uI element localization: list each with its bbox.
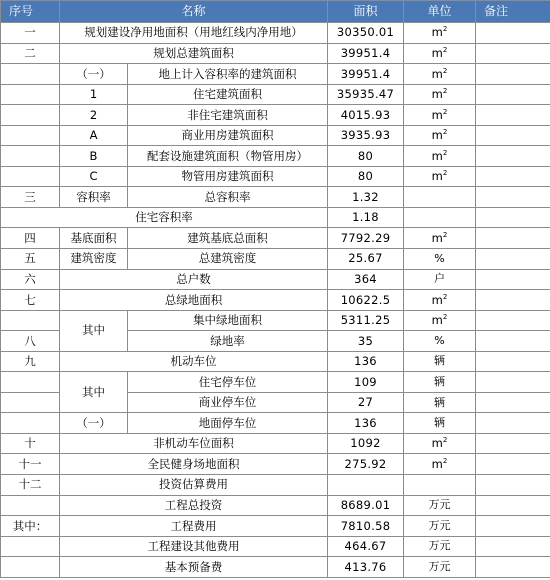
- row-index: 八: [1, 331, 60, 352]
- row-value: 30350.01: [328, 23, 404, 44]
- row-unit: $m^2$: [404, 290, 476, 311]
- row-index: 九: [1, 351, 60, 372]
- row-remark: [476, 372, 550, 393]
- row-name: 商业用房建筑面积: [128, 125, 328, 146]
- row-unit: $m^2$: [404, 310, 476, 331]
- table-row: [1, 413, 550, 434]
- table-row: [1, 557, 550, 578]
- table-row: [1, 23, 550, 44]
- row-unit: %: [404, 249, 476, 270]
- row-value: 413.76: [328, 557, 404, 578]
- row-index: 四: [1, 228, 60, 249]
- table-row: [1, 351, 550, 372]
- row-index: 一: [1, 23, 60, 44]
- row-value: 7810.58: [328, 516, 404, 537]
- row-unit: 万元: [404, 516, 476, 537]
- row-subindex: 1: [60, 84, 128, 105]
- row-remark: [476, 392, 550, 413]
- row-unit: $m^2$: [404, 125, 476, 146]
- header-name: 名称: [60, 1, 328, 23]
- row-unit: $m^2$: [404, 454, 476, 475]
- table-row: [1, 146, 550, 167]
- row-remark: [476, 475, 550, 496]
- row-remark: [476, 557, 550, 578]
- row-name: 住宅建筑面积: [128, 84, 328, 105]
- row-index: [1, 557, 60, 578]
- row-name: 工程总投资: [60, 495, 328, 516]
- table-row: [1, 454, 550, 475]
- row-subindex: 2: [60, 105, 128, 126]
- row-index: 十一: [1, 454, 60, 475]
- row-subindex: （一）: [60, 64, 128, 85]
- row-unit: 户: [404, 269, 476, 290]
- row-index: [1, 536, 60, 557]
- row-index: 七: [1, 290, 60, 311]
- table-row: [1, 64, 550, 85]
- header-unit: 单位: [404, 1, 476, 23]
- table-row: [1, 475, 550, 496]
- table-row: [1, 125, 550, 146]
- row-index: 其中：: [1, 516, 60, 537]
- table-row: [1, 84, 550, 105]
- row-value: 25.67: [328, 249, 404, 270]
- row-name: 非住宅建筑面积: [128, 105, 328, 126]
- row-unit: $m^2$: [404, 105, 476, 126]
- row-remark: [476, 290, 550, 311]
- row-value: [328, 475, 404, 496]
- table-row: [1, 228, 550, 249]
- row-unit: 万元: [404, 536, 476, 557]
- row-remark: [476, 84, 550, 105]
- row-index: [1, 125, 60, 146]
- row-subindex: （一）: [60, 413, 128, 434]
- row-value: 80: [328, 166, 404, 187]
- row-remark: [476, 310, 550, 331]
- row-unit: $m^2$: [404, 43, 476, 64]
- row-unit: [404, 207, 476, 228]
- header-area: 面积: [328, 1, 404, 23]
- row-index: [1, 84, 60, 105]
- row-unit: 万元: [404, 495, 476, 516]
- row-name: 基本预备费: [60, 557, 328, 578]
- row-value: 5311.25: [328, 310, 404, 331]
- row-group: 其中: [60, 372, 128, 413]
- row-value: 136: [328, 413, 404, 434]
- table-row: [1, 536, 550, 557]
- row-name: 规划建设净用地面积（用地红线内净用地）: [60, 23, 328, 44]
- table-row: [1, 187, 550, 208]
- row-value: 27: [328, 392, 404, 413]
- row-group: 基底面积: [60, 228, 128, 249]
- row-value: 364: [328, 269, 404, 290]
- table-row: [1, 43, 550, 64]
- row-value: 3935.93: [328, 125, 404, 146]
- row-value: 80: [328, 146, 404, 167]
- row-remark: [476, 413, 550, 434]
- row-remark: [476, 433, 550, 454]
- row-unit: $m^2$: [404, 228, 476, 249]
- row-remark: [476, 43, 550, 64]
- row-unit: $m^2$: [404, 23, 476, 44]
- header-index: 序号: [1, 1, 60, 23]
- row-name: 物管用房建筑面积: [128, 166, 328, 187]
- row-subindex: A: [60, 125, 128, 146]
- row-remark: [476, 64, 550, 85]
- row-value: 275.92: [328, 454, 404, 475]
- row-name: 非机动车位面积: [60, 433, 328, 454]
- row-value: 109: [328, 372, 404, 393]
- row-name: 总容积率: [128, 187, 328, 208]
- row-remark: [476, 249, 550, 270]
- row-value: 8689.01: [328, 495, 404, 516]
- row-index: [1, 105, 60, 126]
- row-unit: $m^2$: [404, 433, 476, 454]
- row-unit: 辆: [404, 413, 476, 434]
- table-row: [1, 433, 550, 454]
- row-index: [1, 392, 60, 413]
- row-remark: [476, 146, 550, 167]
- table-row: [1, 166, 550, 187]
- row-value: 1092: [328, 433, 404, 454]
- row-remark: [476, 125, 550, 146]
- row-value: 1.32: [328, 187, 404, 208]
- row-name: 工程费用: [60, 516, 328, 537]
- row-name: 工程建设其他费用: [60, 536, 328, 557]
- row-name: 总户数: [60, 269, 328, 290]
- row-index: [1, 413, 60, 434]
- table-row: [1, 269, 550, 290]
- row-remark: [476, 23, 550, 44]
- row-name: 商业停车位: [128, 392, 328, 413]
- row-unit: 辆: [404, 392, 476, 413]
- row-name: 集中绿地面积: [128, 310, 328, 331]
- row-index: 六: [1, 269, 60, 290]
- header-remark: 备注: [476, 1, 550, 23]
- row-unit: 万元: [404, 557, 476, 578]
- row-value: 4015.93: [328, 105, 404, 126]
- row-group: 其中: [60, 310, 128, 351]
- row-name: 地上计入容积率的建筑面积: [128, 64, 328, 85]
- row-name: 机动车位: [60, 351, 328, 372]
- header-row: [1, 1, 550, 23]
- row-name: 住宅容积率: [1, 207, 328, 228]
- row-index: [1, 495, 60, 516]
- table-row: [1, 372, 550, 393]
- row-unit: [404, 187, 476, 208]
- row-unit: $m^2$: [404, 166, 476, 187]
- row-name: 地面停车位: [128, 413, 328, 434]
- row-remark: [476, 187, 550, 208]
- table-row: [1, 249, 550, 270]
- row-unit: 辆: [404, 351, 476, 372]
- row-value: 1.18: [328, 207, 404, 228]
- row-group: 建筑密度: [60, 249, 128, 270]
- row-index: 十二: [1, 475, 60, 496]
- row-remark: [476, 269, 550, 290]
- row-name: 总绿地面积: [60, 290, 328, 311]
- row-value: 39951.4: [328, 43, 404, 64]
- row-index: 二: [1, 43, 60, 64]
- row-value: 136: [328, 351, 404, 372]
- row-remark: [476, 536, 550, 557]
- row-name: 建筑基底总面积: [128, 228, 328, 249]
- row-name: 投资估算费用: [60, 475, 328, 496]
- table-row: [1, 105, 550, 126]
- table-row: [1, 495, 550, 516]
- row-value: 35: [328, 331, 404, 352]
- row-subindex: C: [60, 166, 128, 187]
- row-index: [1, 310, 60, 331]
- row-value: 10622.5: [328, 290, 404, 311]
- row-remark: [476, 105, 550, 126]
- row-name: 规划总建筑面积: [60, 43, 328, 64]
- row-name: 全民健身场地面积: [60, 454, 328, 475]
- row-unit: %: [404, 331, 476, 352]
- row-value: 464.67: [328, 536, 404, 557]
- row-name: 总建筑密度: [128, 249, 328, 270]
- row-index: [1, 166, 60, 187]
- row-unit: 辆: [404, 372, 476, 393]
- row-index: 三: [1, 187, 60, 208]
- row-remark: [476, 331, 550, 352]
- row-unit: $m^2$: [404, 84, 476, 105]
- row-remark: [476, 166, 550, 187]
- row-unit: [404, 475, 476, 496]
- row-value: 35935.47: [328, 84, 404, 105]
- row-remark: [476, 454, 550, 475]
- row-remark: [476, 207, 550, 228]
- table-row: [1, 516, 550, 537]
- row-subindex: B: [60, 146, 128, 167]
- row-value: 39951.4: [328, 64, 404, 85]
- row-unit: $m^2$: [404, 64, 476, 85]
- row-index: 五: [1, 249, 60, 270]
- table-row: [1, 290, 550, 311]
- row-index: [1, 146, 60, 167]
- row-remark: [476, 516, 550, 537]
- row-remark: [476, 351, 550, 372]
- row-value: 7792.29: [328, 228, 404, 249]
- row-index: [1, 372, 60, 393]
- row-index: 十: [1, 433, 60, 454]
- row-name: 配套设施建筑面积（物管用房）: [128, 146, 328, 167]
- table-row: [1, 310, 550, 331]
- row-index: [1, 64, 60, 85]
- row-name: 住宅停车位: [128, 372, 328, 393]
- row-remark: [476, 228, 550, 249]
- table-row: [1, 207, 550, 228]
- row-remark: [476, 495, 550, 516]
- row-unit: $m^2$: [404, 146, 476, 167]
- row-name: 绿地率: [128, 331, 328, 352]
- row-group: 容积率: [60, 187, 128, 208]
